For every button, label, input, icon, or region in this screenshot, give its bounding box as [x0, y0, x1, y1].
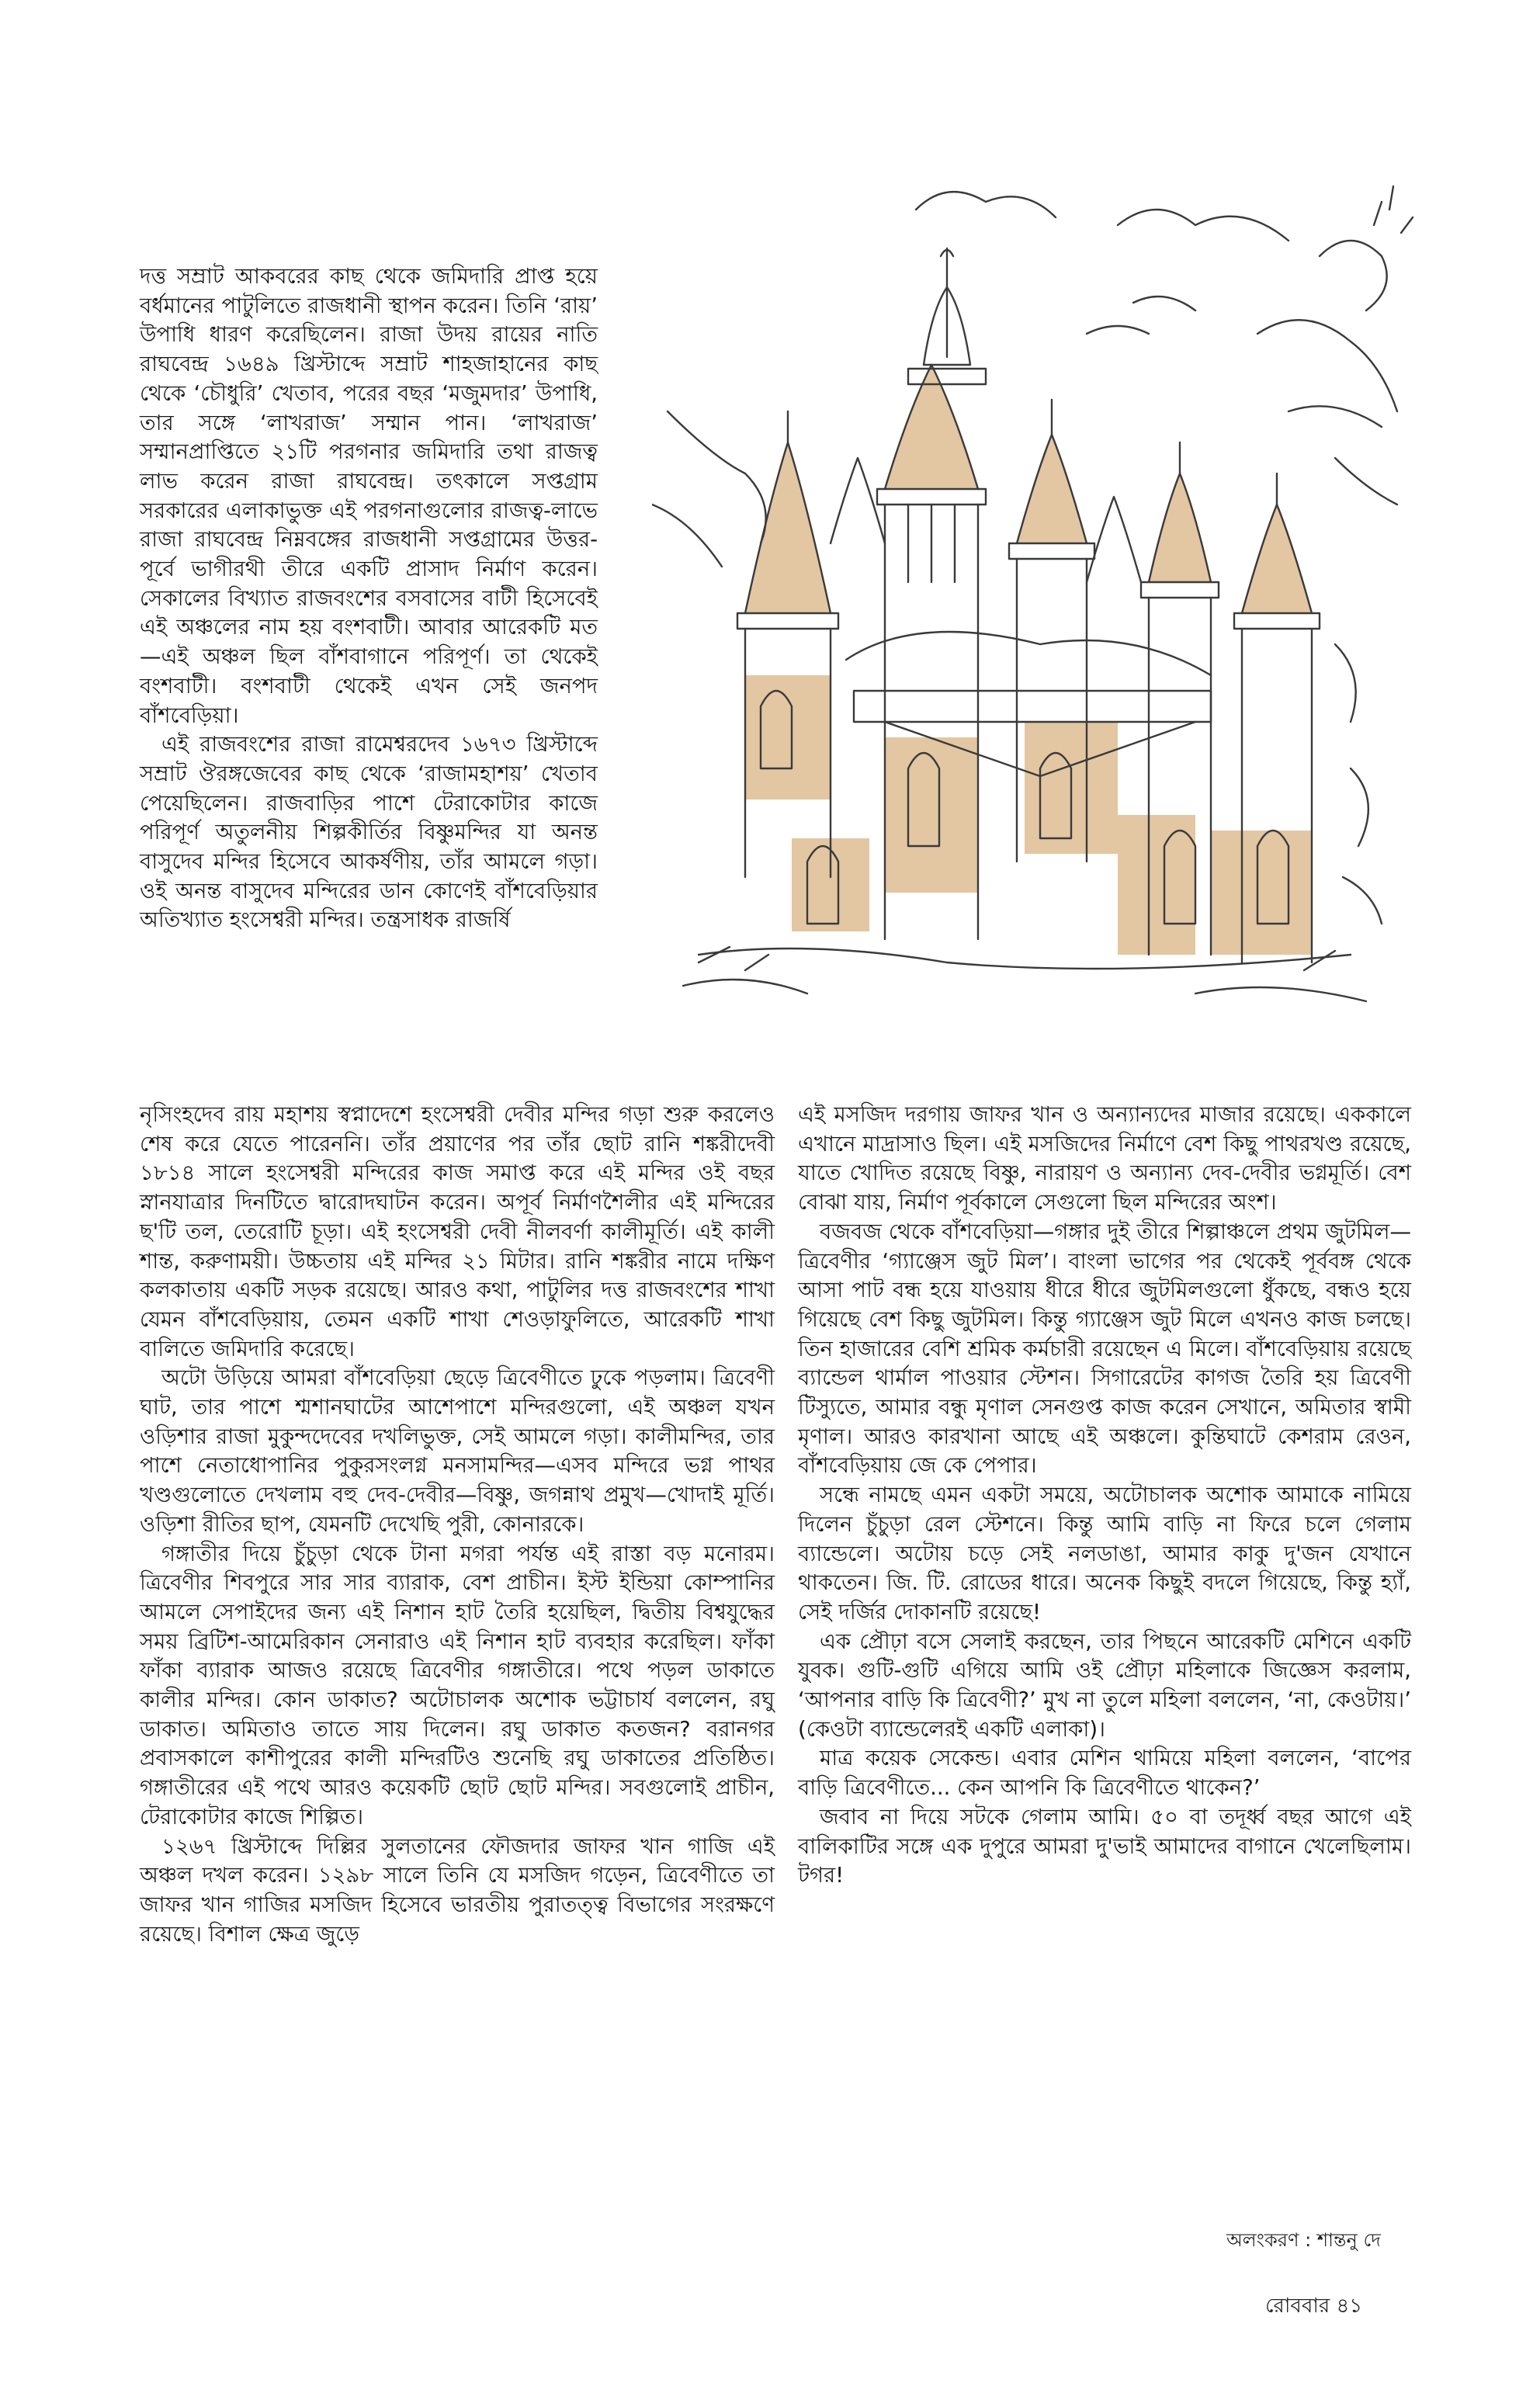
article-column-top	[140, 262, 598, 935]
paragraph: মাত্র কয়েক সেকেন্ড। এবার মেশিন থামিয়ে মহিলা বললেন, ‘বাপের বাড়ি ত্রিবেণীতে... কেন আপনি কি ত্রিবেণীতে থাকেন?’	[798, 1746, 1411, 1801]
paragraph: সন্ধে নামছে এমন একটা সময়ে, অটোচালক অশোক আমাকে নামিয়ে দিলেন চুঁচুড়া রেল স্টেশনে। কিন্তু আমি বাড়ি না ফিরে চলে গেলাম ব্যান্ডেলে। অটোয় চড়ে সেই নলডাঙা, আমার কাকু দু'জন যেখানে থাকতেন। জি. টি. রোডের ধারে। অনেক কিছুই বদলে গিয়েছে, কিন্তু হ্যাঁ, সেই দর্জির দোকানটি রয়েছে!	[798, 1483, 1411, 1625]
paragraph: বজবজ থেকে বাঁশবেড়িয়া—গঙ্গার দুই তীরে শিল্পাঞ্চলে প্রথম জুটমিল—ত্রিবেণীর ‘গ্যাঞ্জেস জুট মিল’। বাংলা ভাগের পর থেকেই পূর্ববঙ্গ থেকে আসা পাট বন্ধ হয়ে যাওয়ায় ধীরে ধীরে জুটমিলগুলো ধুঁকছে, বন্ধও হয়ে গিয়েছে বেশ কিছু জুটমিল। কিন্তু গ্যাঞ্জেস জুট মিলে এখনও কাজ চলছে। তিন হাজারের বেশি শ্রমিক কর্মচারী রয়েছেন এ মিলে। বাঁশবেড়িয়ায় রয়েছে ব্যান্ডেল থার্মাল পাওয়ার স্টেশন। সিগারেটের কাগজ তৈরি হয় ত্রিবেণী টিস্যুতে, আমার বন্ধু মৃণাল সেনগুপ্ত কাজ করেন সেখানে, অমিতার স্বামী মৃণাল। আরও কারখানা আছে এই অঞ্চলে। কুন্তিঘাটে কেশরাম রেওন, বাঁশবেড়িয়ায় জে কে পেপার।	[798, 1219, 1411, 1479]
paragraph: এই রাজবংশের রাজা রামেশ্বরদেব ১৬৭৩ খ্রিস্টাব্দে সম্রাট ঔরঙ্গজেবের কাছ থেকে ‘রাজামহাশয়’ খেতাব পেয়েছিলেন। রাজবাড়ির পাশে টেরাকোটার কাজে পরিপূর্ণ অতুলনীয় শিল্পকীর্তির বিষ্ণুমন্দির যা অনন্ত বাসুদেব মন্দির হিসেবে আকর্ষণীয়, তাঁর আমলে গড়া। ওই অনন্ত বাসুদেব মন্দিরের ডান কোণেই বাঁশবেড়িয়ার অতিখ্যাত হংসেশ্বরী মন্দির। তন্ত্রসাধক রাজর্ষি	[140, 732, 598, 933]
paragraph: এক প্রৌঢ়া বসে সেলাই করছেন, তার পিছনে আরেকটি মেশিনে একটি যুবক। গুটি-গুটি এগিয়ে আমি ওই প্রৌঢ়া মহিলাকে জিজ্ঞেস করলাম, ‘আপনার বাড়ি কি ত্রিবেণী?’ মুখ না তুলে মহিলা বললেন, ‘না, কেওটায়।’ (কেওটা ব্যান্ডেলেরই একটি এলাকা)।	[798, 1628, 1411, 1742]
paragraph: জবাব না দিয়ে সটকে গেলাম আমি। ৫০ বা তদূর্ধ্ব বছর আগে এই বালিকাটির সঙ্গে এক দুপুরে আমরা দু'ভাই আমাদের বাগানে খেলেছিলাম। টগর!	[798, 1804, 1411, 1888]
article-column-right-bottom	[798, 1101, 1411, 1891]
paragraph: দত্ত সম্রাট আকবরের কাছ থেকে জমিদারি প্রাপ্ত হয়ে বর্ধমানের পাটুলিতে রাজধানী স্থাপন করেন। তিনি ‘রায়’ উপাধি ধারণ করেছিলেন। রাজা উদয় রায়ের নাতি রাঘবেন্দ্র ১৬৪৯ খ্রিস্টাব্দে সম্রাট শাহজাহানের কাছ থেকে ‘চৌধুরি’ খেতাব, পরের বছর ‘মজুমদার’ উপাধি, তার সঙ্গে ‘লাখরাজ’ সম্মান পান। ‘লাখরাজ’ সম্মানপ্রাপ্তিতে ২১টি পরগনার জমিদারি তথা রাজত্ব লাভ করেন রাজা রাঘবেন্দ্র। তৎকালে সপ্তগ্রাম সরকারের এলাকাভুক্ত এই পরগনাগুলোর রাজত্ব-লাভে রাজা রাঘবেন্দ্র নিম্নবঙ্গের রাজধানী সপ্তগ্রামের উত্তর-পূর্বে ভাগীরথী তীরে একটি প্রাসাদ নির্মাণ করেন। সেকালের বিখ্যাত রাজবংশের বসবাসের বাটী হিসেবেই এই অঞ্চলের নাম হয় বংশবাটী। আবার আরেকটি মত—এই অঞ্চল ছিল বাঁশবাগানে পরিপূর্ণ। তা থেকেই বংশবাটী। বংশবাটী থেকেই এখন সেই জনপদ বাঁশবেড়িয়া।	[140, 264, 598, 728]
temple-illustration	[652, 179, 1428, 1071]
page-footer: রোববার ৪১	[1265, 2294, 1363, 2318]
paragraph: গঙ্গাতীর দিয়ে চুঁচুড়া থেকে টানা মগরা পর্যন্ত এই রাস্তা বড় মনোরম। ত্রিবেণীর শিবপুরে সার সার ব্যারাক, বেশ প্রাচীন। ইস্ট ইন্ডিয়া কোম্পানির আমলে সেপাইদের জন্য এই নিশান হাট তৈরি হয়েছিল, দ্বিতীয় বিশ্বযুদ্ধের সময় ব্রিটিশ-আমেরিকান সেনারাও এই নিশান হাট ব্যবহার করেছিল। ফাঁকা ফাঁকা ব্যারাক আজও রয়েছে ত্রিবেণীর গঙ্গাতীরে। পথে পড়ল ডাকাতে কালীর মন্দির। কোন ডাকাত? অটোচালক অশোক ভট্টাচার্য বললেন, রঘু ডাকাত। অমিতাও তাতে সায় দিলেন। রঘু ডাকাত কতজন? বরানগর প্রবাসকালে কাশীপুরের কালী মন্দিরটিও শুনেছি রঘু ডাকাতের প্রতিষ্ঠিত। গঙ্গাতীরের এই পথে আরও কয়েকটি ছোট ছোট মন্দির। সবগুলোই প্রাচীন, টেরাকোটার কাজে শিল্পিত।	[140, 1541, 775, 1829]
paragraph: ১২৬৭ খ্রিস্টাব্দে দিল্লির সুলতানের ফৌজদার জাফর খান গাজি এই অঞ্চল দখল করেন। ১২৯৮ সালে তিনি যে মসজিদ গড়েন, ত্রিবেণীতে তা জাফর খান গাজির মসজিদ হিসেবে ভারতীয় পুরাতত্ত্ব বিভাগের সংরক্ষণে রয়েছে। বিশাল ক্ষেত্র জুড়ে	[140, 1833, 775, 1947]
article-column-left-bottom	[140, 1101, 775, 1949]
paragraph: নৃসিংহদেব রায় মহাশয় স্বপ্নাদেশে হংসেশ্বরী দেবীর মন্দির গড়া শুরু করলেও শেষ করে যেতে পারেননি। তাঁর প্রয়াণের পর তাঁর ছোট রানি শঙ্করীদেবী ১৮১৪ সালে হংসেশ্বরী মন্দিরের কাজ সমাপ্ত করে এই মন্দির ওই বছর স্নানযাত্রার দিনটিতে দ্বারোদঘাটন করেন। অপূর্ব নির্মাণশৈলীর এই মন্দিরের ছ'টি তল, তেরোটি চূড়া। এই হংসেশ্বরী দেবী নীলবর্ণা কালীমূর্তি। এই কালী শান্ত, করুণাময়ী। উচ্চতায় এই মন্দির ২১ মিটার। রানি শঙ্করীর নামে দক্ষিণ কলকাতায় একটি সড়ক রয়েছে। আরও কথা, পাটুলির দত্ত রাজবংশের শাখা যেমন বাঁশবেড়িয়ায়, তেমন একটি শাখা শেওড়াফুলিতে, আরেকটি শাখা বালিতে জমিদারি করেছে।	[140, 1102, 775, 1361]
temple-sketch-icon	[652, 179, 1428, 1071]
paragraph: এই মসজিদ দরগায় জাফর খান ও অন্যান্যদের মাজার রয়েছে। এককালে এখানে মাদ্রাসাও ছিল। এই মসজিদের নির্মাণে বেশ কিছু পাথরখণ্ড রয়েছে, যাতে খোদিত রয়েছে বিষ্ণু, নারায়ণ ও অন্যান্য দেব-দেবীর ভগ্নমূর্তি। বেশ বোঝা যায়, নির্মাণ পূর্বকালে সেগুলো ছিল মন্দিরের অংশ।	[798, 1102, 1411, 1216]
paragraph: অটো উড়িয়ে আমরা বাঁশবেড়িয়া ছেড়ে ত্রিবেণীতে ঢুকে পড়লাম। ত্রিবেণী ঘাট, তার পাশে শ্মশানঘাটের আশেপাশে মন্দিরগুলো, এই অঞ্চল যখন ওড়িশার রাজা মুকুন্দদেবের দখলিভুক্ত, সেই আমলে গড়া। কালীমন্দির, তার পাশে নেতাধোপানির পুকুরসংলগ্ন মনসামন্দির—এসব মন্দিরে ভগ্ন পাথর খণ্ডগুলোতে দেখলাম বহু দেব-দেবীর—বিষ্ণু, জগন্নাথ প্রমুখ—খোদাই মূর্তি। ওড়িশা রীতির ছাপ, যেমনটি দেখেছি পুরী, কোনারকে।	[140, 1365, 775, 1537]
illustration-credit: অলংকরণ : শান্তনু দে	[1226, 2229, 1381, 2251]
